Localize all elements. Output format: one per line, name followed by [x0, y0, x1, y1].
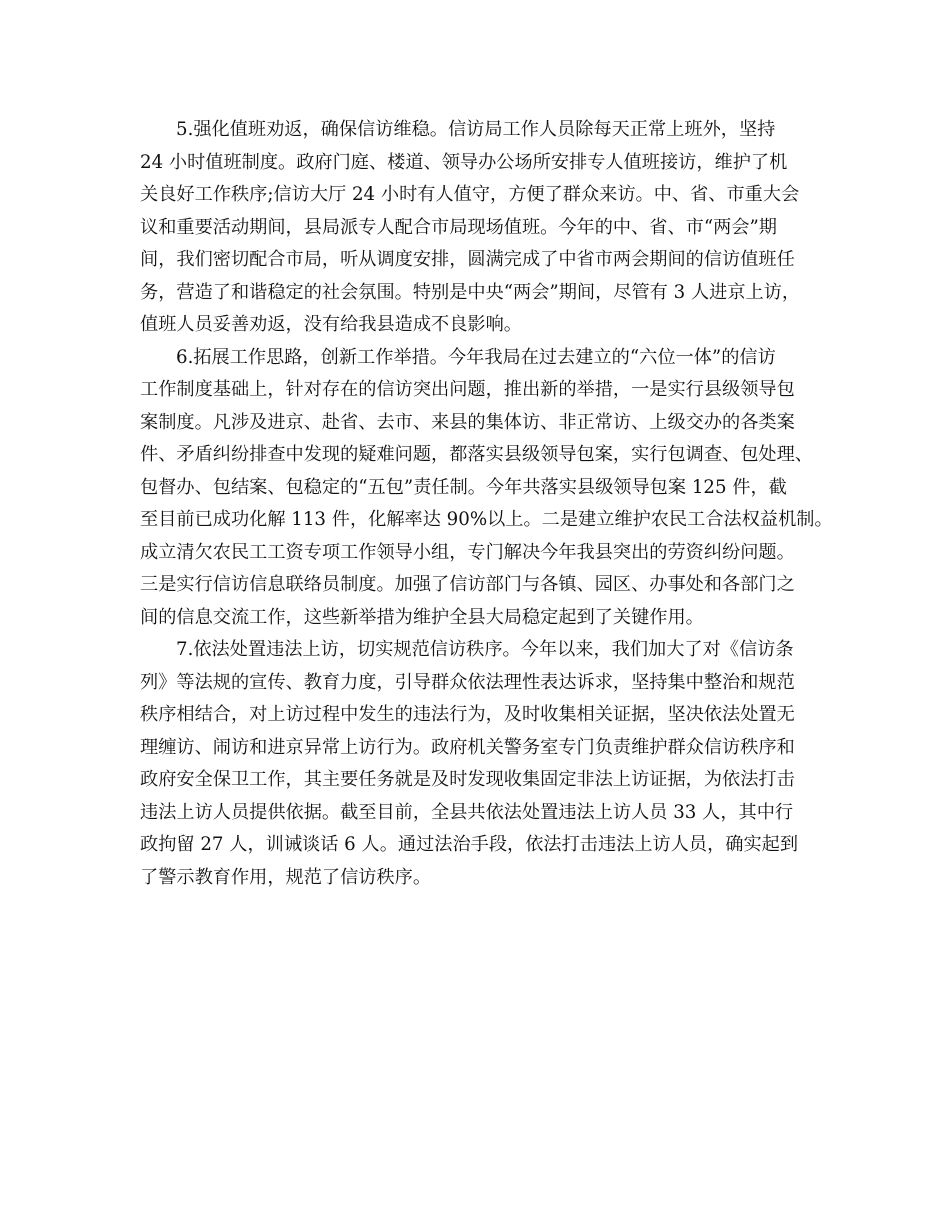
text-line: 理缠访、闹访和进京异常上访行为。政府机关警务室专门负责维护群众信访秩序和	[140, 736, 795, 758]
text-line: 6.拓展工作思路，创新工作举措。今年我局在过去建立的“六位一体”的信访	[176, 346, 776, 368]
text-line: 了警示教育作用，规范了信访秩序。	[140, 866, 432, 888]
text-line: 值班人员妥善劝返，没有给我县造成不良影响。	[140, 314, 522, 335]
text-line: 列》等法规的宣传、教育力度，引导群众依法理性表达诉求，坚持集中整治和规范	[140, 671, 795, 693]
text-line: 违法上访人员提供依据。截至目前，全县共依法处置违法上访人员 33 人，其中行	[140, 801, 794, 823]
text-line: 政府安全保卫工作，其主要任务就是及时发现收集固定非法上访证据，为依法打击	[140, 769, 795, 790]
paragraph-7-lawful-handling	[140, 634, 816, 894]
paragraph-5-duty-and-persuasion	[140, 114, 816, 342]
text-line: 工作制度基础上，针对存在的信访突出问题，推出新的举措，一是实行县级领导包	[140, 379, 795, 400]
text-line: 成立清欠农民工工资专项工作领导小组，专门解决今年我县突出的劳资纠纷问题。	[140, 541, 795, 563]
text-line: 间，我们密切配合市局，听从调度安排，圆满完成了中省市两会期间的信访值班任	[140, 249, 795, 270]
text-line: 24 小时值班制度。政府门庭、楼道、领导办公场所安排专人值班接访，维护了机	[140, 151, 788, 173]
text-line: 件、矛盾纠纷排查中发现的疑难问题，都落实县级领导包案，实行包调查、包处理、	[140, 444, 813, 465]
text-line: 至目前已成功化解 113 件，化解率达 90%以上。二是建立维护农民工合法权益机制。	[140, 509, 833, 530]
text-line: 秩序相结合，对上访过程中发生的违法行为，及时收集相关证据，坚决依法处置无	[140, 704, 795, 725]
text-line: 关良好工作秩序;信访大厅 24 小时有人值守，方便了群众来访。中、省、市重大会	[140, 184, 800, 205]
paragraph-6-new-measures	[140, 342, 833, 635]
text-line: 政拘留 27 人，训诫谈话 6 人。通过法治手段，依法打击违法上访人员，确实起到	[140, 834, 799, 855]
text-line: 间的信息交流工作，这些新举措为维护全县大局稳定起到了关键作用。	[140, 606, 704, 628]
text-line: 包督办、包结案、包稳定的“五包”责任制。今年共落实县级领导包案 125 件，截	[140, 476, 787, 498]
text-line: 7.依法处置违法上访，切实规范信访秩序。今年以来，我们加大了对《信访条	[176, 639, 794, 660]
text-line: 议和重要活动期间，县局派专人配合市局现场值班。今年的中、省、市“两会”期	[140, 216, 777, 238]
text-line: 三是实行信访信息联络员制度。加强了信访部门与各镇、园区、办事处和各部门之	[140, 574, 795, 595]
text-line: 案制度。凡涉及进京、赴省、去市、来县的集体访、非正常访、上级交办的各类案	[140, 411, 795, 433]
text-line: 5.强化值班劝返，确保信访维稳。信访局工作人员除每天正常上班外，坚持	[176, 119, 776, 140]
document-body	[140, 114, 833, 894]
text-line: 务，营造了和谐稳定的社会氛围。特别是中央“两会”期间，尽管有 3 人进京上访，	[140, 281, 801, 303]
